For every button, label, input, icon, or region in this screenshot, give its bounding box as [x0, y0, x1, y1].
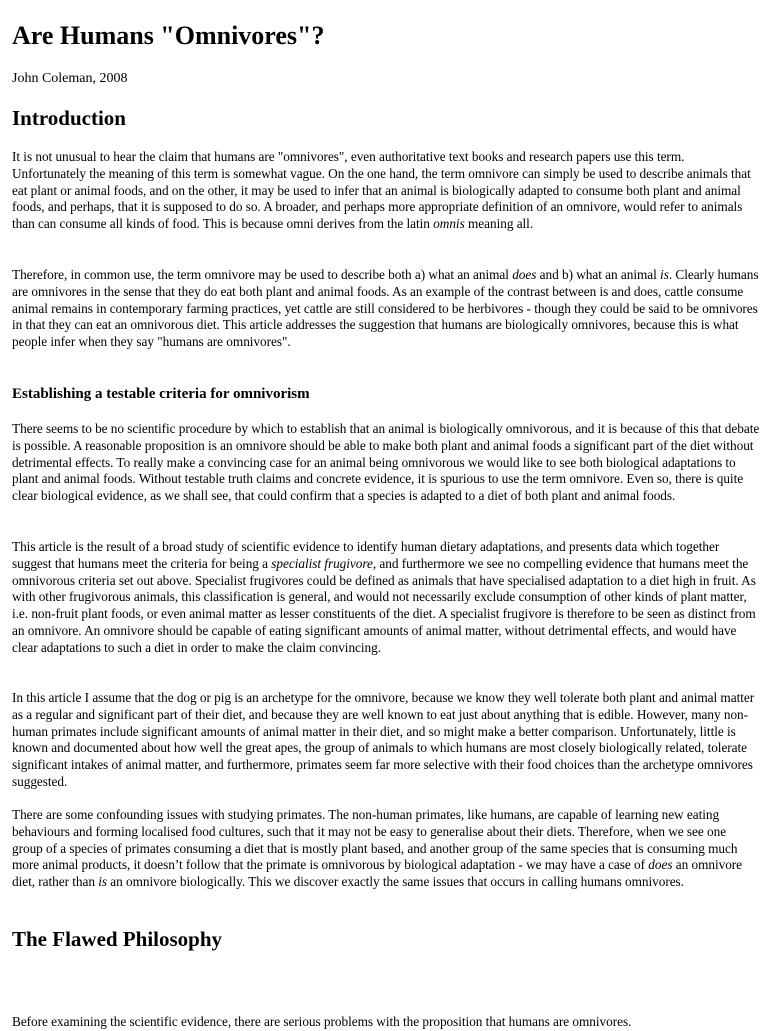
emphasis-text: is [660, 267, 669, 282]
emphasis-text: does [648, 857, 673, 873]
flawed-philosophy-heading: The Flawed Philosophy [12, 927, 223, 951]
paragraph [12, 149, 760, 233]
paragraph [12, 267, 760, 351]
emphasis-text: is [98, 874, 108, 890]
paragraph [12, 807, 760, 891]
text-run: In this article I assume that the dog or pig is an archetype for the omnivore, because we know they well tolerate both plant and animal matter as a regular and significant part of their diet, and because they are well known to eat just about anything that is edible. However, many non-human primates include significant amounts of animal matter in their diet, and so might make a better comparison. Unfortunately, little is known and documented about how well the great apes, the group of animals to which humans are most closely biologically related, tolerate significant intakes of animal matter, and furthermore, primates seem far more selective with their food choices than the archetype omnivores suggested. [12, 690, 755, 789]
text-run: an omnivore biologically. This we discover exactly the same issues that occurs in calling humans omnivores. [107, 874, 684, 890]
paragraph [12, 690, 760, 791]
text-run: Before examining the scientific evidence, there are serious problems with the proposition that humans are omnivores. [12, 1014, 632, 1029]
paragraph [12, 421, 760, 505]
document-title: Are Humans "Omnivores"? [12, 21, 325, 50]
emphasis-text: specialist frugivore [271, 555, 373, 571]
text-run: It is not unusual to hear the claim that humans are "omnivores", even authoritative text books and research papers use this term. Unfortunately the meaning of this term is somewhat vague. On the one hand, the term omnivore can simply be used to describe animals that eat plant or animal foods, and on the other, it may be used to infer that an animal is biologically adapted to consume both plant and animal foods, and perhaps, that it is supposed to do so. A broader, and perhaps more appropriate definition of an omnivore, would refer to animals than can consume all kinds of food. This is because omni derives from the latin [12, 149, 751, 232]
emphasis-text: omnis [433, 216, 465, 232]
paragraph [12, 539, 760, 657]
text-run: and b) what an animal [536, 267, 661, 282]
text-run: meaning all. [464, 216, 534, 232]
text-run: There seems to be no scientific procedure by which to establish that an animal is biologically omnivorous, and it is because of this that debate is possible. A reasonable proposition is an omnivore should be able to make both plant and animal foods a significant part of the diet without detrimental effects. To really make a convincing case for an animal being omnivorous we would like to see both biological adaptations to plant and animal foods. Without testable truth claims and concrete evidence, it is spurious to use the term omnivore. Even so, there is quite clear biological evidence, as we shall see, that could confirm that a species is adapted to a diet of both plant and animal foods. [12, 421, 760, 504]
criteria-subheading: Establishing a testable criteria for omnivorism [12, 386, 310, 402]
author-byline: John Coleman, 2008 [12, 71, 128, 86]
text-run: , and furthermore we see no compelling evidence that humans meet the omnivorous criteria set out above. Specialist frugivores could be defined as animals that have specialised adaptation to a diet high in fruit. As with other frugivorous animals, this classification is general, and would not necessarily exclude consumption of other kinds of plant matter, i.e. non-fruit plant foods, or even animal matter as lesser constituents of the diet. A specialist frugivore is therefore to be seen as distinct from an omnivore. An omnivore should be capable of eating significant amounts of animal matter, without detrimental effects, and would have clear adaptations to such a diet in order to make the claim convincing. [12, 555, 756, 655]
text-run: an omnivore diet, rather than [12, 857, 743, 890]
paragraph [12, 1014, 760, 1031]
text-run: This article is the result of a broad study of scientific evidence to identify human dietary adaptations, and presents data which together suggest that humans meet the criteria for being a [12, 539, 720, 571]
text-run: . Clearly humans are omnivores in the sense that they do eat both plant and animal foods. As an example of the contrast between is and does, cattle consume animal remains in contemporary farming practices, yet cattle are still considered to be herbivores - though they could be said to be omnivores in that they can eat an omnivorous diet. This article addresses the suggestion that humans are biologically omnivores, because this is what people infer when they say "humans are omnivores". [12, 267, 759, 350]
text-run: Therefore, in common use, the term omnivore may be used to describe both a) what an animal [12, 267, 513, 282]
emphasis-text: does [512, 267, 537, 282]
text-run: There are some confounding issues with studying primates. The non-human primates, like humans, are capable of learning new eating behaviours and forming localised food cultures, such that it may not be easy to generalise about their diets. Therefore, when we see one group of a species of primates consuming a diet that is mostly plant based, and another group of the same species that is consuming much more animal products, it doesn’t follow that the primate is omnivorous by biological adaptation - we may have a case of [12, 807, 738, 873]
introduction-heading: Introduction [12, 106, 126, 130]
